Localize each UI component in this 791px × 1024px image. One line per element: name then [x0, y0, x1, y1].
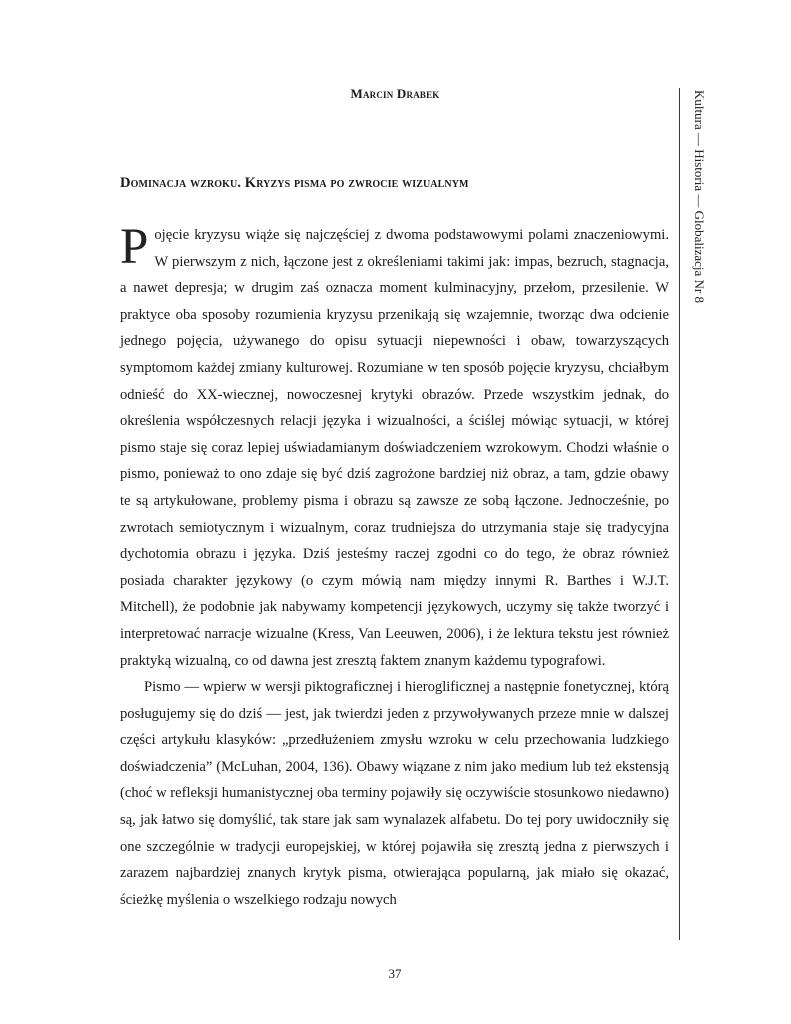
- margin-rule: [679, 88, 680, 940]
- page-number: 37: [388, 966, 402, 981]
- paragraph-1: [120, 219, 669, 674]
- running-head: Kultura — Historia — Globalizacja Nr 8: [692, 90, 707, 303]
- article-body: [120, 219, 669, 913]
- article-title: Dominacja wzroku. Kryzys pisma po zwrocie wizualnym: [120, 175, 469, 191]
- paragraph-1-text: ojęcie kryzysu wiąże się najczęściej z dwoma podstawowymi polami znaczeniowymi. W pierwszym z nich, łączone jest z określeniami takimi jak: impas, bezruch, stagnacja, a nawet depresja; w drugim zaś oznacza moment kulminacyjny, przełom, przesilenie. W praktyce oba sposoby rozumienia kryzysu przenikają się wzajemnie, tworząc dwa odcienie jednego pojęcia, używanego do opisu sytuacji niepewności i obaw, towarzyszących symptomom każdej zmiany kulturowej. Rozumiane w ten sposób pojęcie kryzysu, chciałbym odnieść do XX-wiecznej, nowoczesnej krytyki obrazów. Przede wszystkim jednak, do określenia współczesnych relacji języka i wizualności, a ściślej mówiąc sytuacji, w której pismo staje się coraz lepiej uświadamianym doświadczeniem wzrokowym. Chodzi właśnie o pismo, ponieważ to ono zdaje się być dziś zagrożone bardziej niż obraz, a tam, gdzie obawy te są artykułowane, problemy pisma i obrazu są zawsze ze sobą łączone. Jednocześnie, po zwrotach semiotycznym i wizualnym, coraz trudniejsza do utrzymania staje się tradycyjna dychotomia obrazu i języka. Dziś jesteśmy raczej zgodni co do tego, że obraz również posiada charakter językowy (o czym mówią nam między innymi R. Barthes i W.J.T. Mitchell), że podobnie jak nabywamy kompetencji językowych, uczymy się także tworzyć i interpretować narracje wizualne (Kress, Van Leeuwen, 2006), i że lektura tekstu jest również praktyką wizualną, co od dawna jest zresztą faktem znanym każdemu typografowi.: [120, 227, 669, 669]
- drop-cap: P: [120, 219, 149, 275]
- paragraph-2: Pismo — wpierw w wersji piktograficznej i hieroglificznej a następnie fonetycznej, którą posługujemy się do dziś — jest, jak twierdzi jeden z przywoływanych przeze mnie w dalszej części artykułu klasyków: „przedłużeniem zmysłu wzroku w celu przechowania ludzkiego doświadczenia” (McLuhan, 2004, 136). Obawy wiązane z nim jako medium lub też ekstensją (choć w refleksji humanistycznej oba terminy pojawiły się oczywiście stosunkowo niedawno) są, jak łatwo się domyślić, tak stare jak sam wynalazek alfabetu. Do tej pory uwidoczniły się one szczególnie w tradycji europejskiej, w której pojawiła się zresztą jedna z pierwszych i zarazem najbardziej znanych krytyk pisma, otwierająca popularną, jak miało się okazać, ścieżkę myślenia o wszelkiego rodzaju nowych: [120, 679, 669, 908]
- author-name: Marcin Drabek: [350, 86, 440, 101]
